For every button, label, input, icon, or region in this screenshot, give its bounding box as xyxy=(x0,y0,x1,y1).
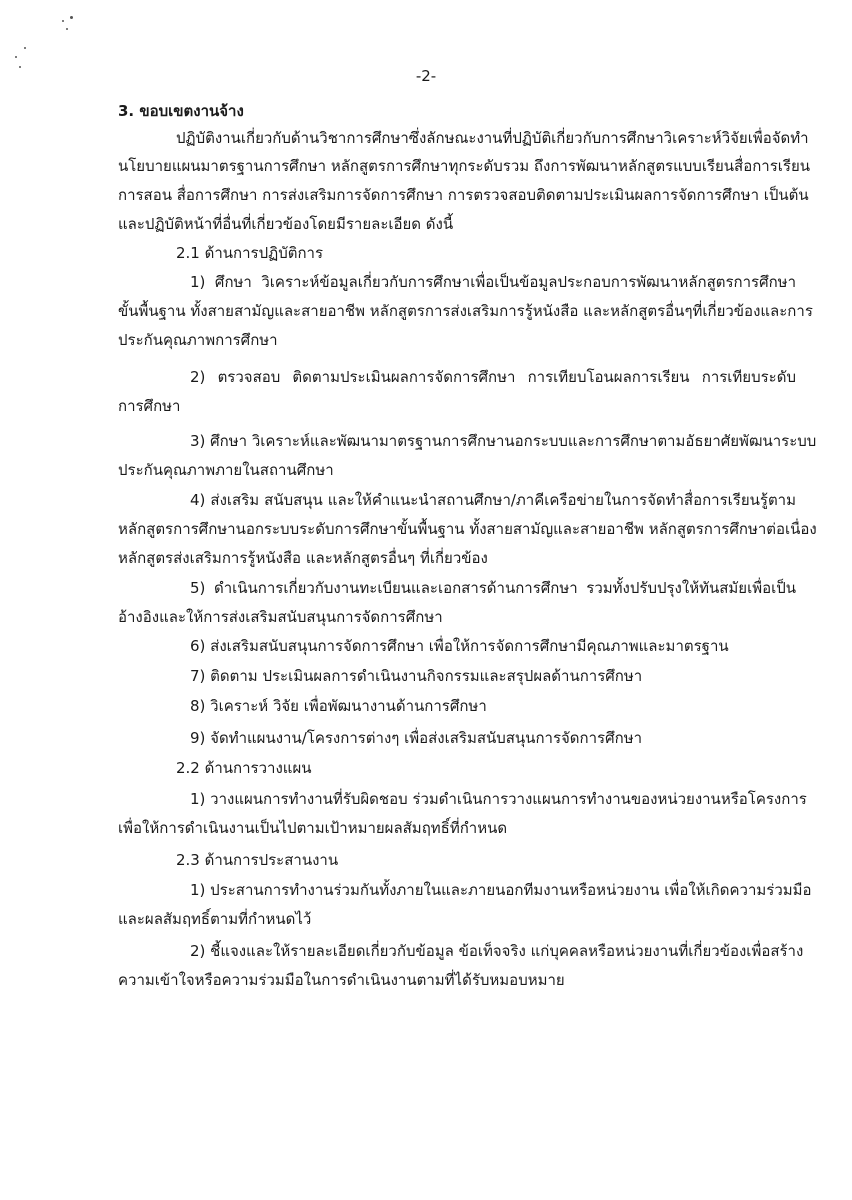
list-item-line: 2) ตรวจสอบ ติดตามประเมินผลการจัดการศึกษา การเทียบโอนผลการเรียน การเทียบระดับ xyxy=(190,368,796,386)
list-item-line: 3) ศึกษา วิเคราะห์และพัฒนามาตรฐานการศึกษานอกระบบและการศึกษาตามอัธยาศัยพัฒนาระบบ xyxy=(190,432,817,450)
list-item-line: 9) จัดทำแผนงาน/โครงการต่างๆ เพื่อส่งเสริมสนับสนุนการจัดการศึกษา xyxy=(190,729,643,747)
list-item-line: เพื่อให้การดำเนินงานเป็นไปตามเป้าหมายผลสัมฤทธิ์ที่กำหนด xyxy=(118,819,508,837)
scan-speck xyxy=(66,28,68,30)
intro-line: การสอน สื่อการศึกษา การส่งเสริมการจัดการศึกษา การตรวจสอบติดตามประเมินผลการจัดการศึกษา เป็นต้น xyxy=(118,186,809,204)
section-heading: 3. ขอบเขตงานจ้าง xyxy=(118,102,244,120)
list-item-line: 4) ส่งเสริม สนับสนุน และให้คำแนะนำสถานศึกษา/ภาคีเครือข่ายในการจัดทำสื่อการเรียนรู้ตาม xyxy=(190,491,796,509)
list-item-line: 8) วิเคราะห์ วิจัย เพื่อพัฒนางานด้านการศึกษา xyxy=(190,697,487,715)
list-item-line: 2) ชี้แจงและให้รายละเอียดเกี่ยวกับข้อมูล ข้อเท็จจริง แก่บุคคลหรือหน่วยงานที่เกี่ยวข้องเพื่อสร้าง xyxy=(190,942,804,960)
subsection-title-2-3: 2.3 ด้านการประสานงาน xyxy=(176,851,339,869)
intro-line: และปฏิบัติหน้าที่อื่นที่เกี่ยวข้องโดยมีรายละเอียด ดังนี้ xyxy=(118,215,454,233)
list-item-line: และผลสัมฤทธิ์ตามที่กำหนดไว้ xyxy=(118,910,312,928)
list-item-line: 1) ศึกษา วิเคราะห์ข้อมูลเกี่ยวกับการศึกษาเพื่อเป็นข้อมูลประกอบการพัฒนาหลักสูตรการศึกษา xyxy=(190,273,796,291)
page-number: -2- xyxy=(415,67,437,85)
intro-line: ปฏิบัติงานเกี่ยวกับด้านวิชาการศึกษาซึ่งลักษณะงานที่ปฏิบัติเกี่ยวกับการศึกษาวิเคราะห์วิจัยเพื่อจัดทำ xyxy=(176,129,809,147)
list-item-line: 6) ส่งเสริมสนับสนุนการจัดการศึกษา เพื่อให้การจัดการศึกษามีคุณภาพและมาตรฐาน xyxy=(190,637,729,655)
list-item-line: การศึกษา xyxy=(118,397,181,415)
scan-speck xyxy=(62,20,64,22)
subsection-title-2-2: 2.2 ด้านการวางแผน xyxy=(176,759,312,777)
list-item-line: ประกันคุณภาพภายในสถานศึกษา xyxy=(118,461,334,479)
scan-speck xyxy=(24,47,26,49)
list-item-line: 5) ดำเนินการเกี่ยวกับงานทะเบียนและเอกสารด้านการศึกษา รวมทั้งปรับปรุงให้ทันสมัยเพื่อเป็น xyxy=(190,579,796,597)
list-item-line: หลักสูตรการศึกษานอกระบบระดับการศึกษาขั้นพื้นฐาน ทั้งสายสามัญและสายอาชีพ หลักสูตรการศึกษาต่อเนื่อง xyxy=(118,520,817,538)
list-item-line: ความเข้าใจหรือความร่วมมือในการดำเนินงานตามที่ได้รับหมอบหมาย xyxy=(118,971,565,989)
list-item-line: 7) ติดตาม ประเมินผลการดำเนินงานกิจกรรมและสรุปผลด้านการศึกษา xyxy=(190,667,643,685)
list-item-line: อ้างอิงและให้การส่งเสริมสนับสนุนการจัดการศึกษา xyxy=(118,608,443,626)
intro-line: นโยบายแผนมาตรฐานการศึกษา หลักสูตรการศึกษาทุกระดับรวม ถึงการพัฒนาหลักสูตรแบบเรียนสื่อการเรียน xyxy=(118,157,811,175)
list-item-line: 1) วางแผนการทำงานที่รับผิดชอบ ร่วมดำเนินการวางแผนการทำงานของหน่วยงานหรือโครงการ xyxy=(190,790,807,808)
list-item-line: หลักสูตรส่งเสริมการรู้หนังสือ และหลักสูตรอื่นๆ ที่เกี่ยวข้อง xyxy=(118,549,488,567)
scan-speck xyxy=(15,56,17,58)
list-item-line: 1) ประสานการทำงานร่วมกันทั้งภายในและภายนอกทีมงานหรือหน่วยงาน เพื่อให้เกิดความร่วมมือ xyxy=(190,881,812,899)
subsection-title-2-1: 2.1 ด้านการปฏิบัติการ xyxy=(176,244,324,262)
scan-speck xyxy=(70,16,73,19)
list-item-line: ขั้นพื้นฐาน ทั้งสายสามัญและสายอาชีพ หลักสูตรการส่งเสริมการรู้หนังสือ และหลักสูตรอื่นๆที่เกี่ยวข้องและการ xyxy=(118,302,813,320)
list-item-line: ประกันคุณภาพการศึกษา xyxy=(118,331,278,349)
